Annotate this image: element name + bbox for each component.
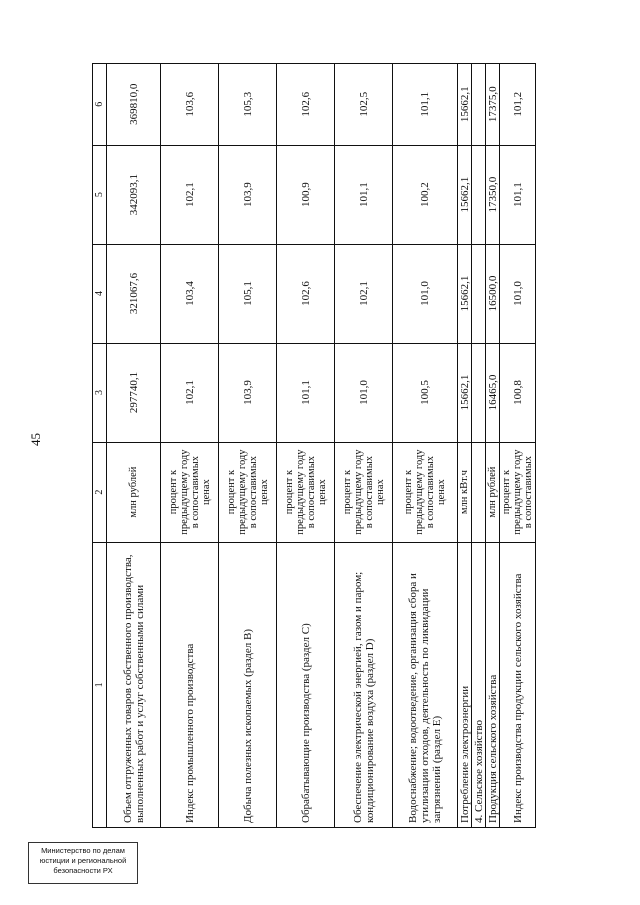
value-cell: 102,6 bbox=[277, 64, 335, 146]
value-cell: 16500,0 bbox=[486, 244, 500, 343]
value-cell: 102,1 bbox=[335, 244, 393, 343]
unit-cell: процент к предыдущему году в сопоставимых ценах bbox=[393, 442, 458, 542]
unit-cell: млн кВт.ч bbox=[458, 442, 472, 542]
section-title: 4. Сельское хозяйство bbox=[472, 542, 486, 827]
table-row bbox=[161, 64, 219, 828]
value-cell: 101,1 bbox=[393, 64, 458, 146]
value-cell: 101,1 bbox=[500, 145, 536, 244]
indicator-label: Продукция сельского хозяйства bbox=[486, 542, 500, 827]
unit-cell: процент к предыдущему году в сопоставимых ценах bbox=[161, 442, 219, 542]
empty-cell bbox=[472, 442, 486, 542]
value-cell: 101,0 bbox=[500, 244, 536, 343]
empty-cell bbox=[472, 244, 486, 343]
value-cell: 102,1 bbox=[161, 343, 219, 442]
value-cell: 105,3 bbox=[219, 64, 277, 146]
stamp-line-2: юстиции и региональной bbox=[39, 856, 127, 865]
header-cell: 1 bbox=[93, 542, 107, 827]
value-cell: 369810,0 bbox=[107, 64, 161, 146]
value-cell: 102,1 bbox=[161, 145, 219, 244]
value-cell: 101,1 bbox=[277, 343, 335, 442]
value-cell: 15662,1 bbox=[458, 64, 472, 146]
value-cell: 297740,1 bbox=[107, 343, 161, 442]
value-cell: 16465,0 bbox=[486, 343, 500, 442]
value-cell: 100,5 bbox=[393, 343, 458, 442]
table-row bbox=[393, 64, 458, 828]
value-cell: 102,5 bbox=[335, 64, 393, 146]
unit-cell: млн рублей bbox=[107, 442, 161, 542]
rotated-table-frame bbox=[92, 63, 534, 828]
unit-cell: процент к предыдущему году в сопоставимых bbox=[500, 442, 536, 542]
header-cell: 4 bbox=[93, 244, 107, 343]
header-cell: 5 bbox=[93, 145, 107, 244]
value-cell: 15662,1 bbox=[458, 145, 472, 244]
value-cell: 15662,1 bbox=[458, 343, 472, 442]
value-cell: 100,2 bbox=[393, 145, 458, 244]
value-cell: 102,6 bbox=[277, 244, 335, 343]
stamp-line-1: Министерство по делам bbox=[41, 846, 125, 855]
empty-cell bbox=[472, 145, 486, 244]
section-title-row bbox=[472, 64, 486, 828]
value-cell: 342093,1 bbox=[107, 145, 161, 244]
header-cell: 3 bbox=[93, 343, 107, 442]
table-row bbox=[458, 64, 472, 828]
table-row bbox=[486, 64, 500, 828]
indicator-label: Индекс промышленного производства bbox=[161, 542, 219, 827]
table-row bbox=[107, 64, 161, 828]
table-row bbox=[219, 64, 277, 828]
unit-cell: процент к предыдущему году в сопоставимых ценах bbox=[335, 442, 393, 542]
indicator-label: Объем отгруженных товаров собственного производства, выполненных работ и услуг собственными силами bbox=[107, 542, 161, 827]
value-cell: 101,0 bbox=[393, 244, 458, 343]
header-cell: 2 bbox=[93, 442, 107, 542]
value-cell: 101,1 bbox=[335, 145, 393, 244]
table-header-row bbox=[93, 64, 107, 828]
ministry-stamp bbox=[28, 842, 138, 884]
value-cell: 105,1 bbox=[219, 244, 277, 343]
value-cell: 103,4 bbox=[161, 244, 219, 343]
unit-cell: процент к предыдущему году в сопоставимых ценах bbox=[277, 442, 335, 542]
empty-cell bbox=[472, 64, 486, 146]
unit-cell: млн рублей bbox=[486, 442, 500, 542]
value-cell: 100,8 bbox=[500, 343, 536, 442]
table-row bbox=[277, 64, 335, 828]
indicator-label: Обеспечение электрической энергией, газом и паром; кондиционирование воздуха (раздел D) bbox=[335, 542, 393, 827]
indicator-label: Водоснабжение; водоотведение, организация сбора и утилизации отходов, деятельность по ликвидации загрязнений (раздел E) bbox=[393, 542, 458, 827]
header-cell: 6 bbox=[93, 64, 107, 146]
table-row bbox=[335, 64, 393, 828]
indicator-label: Обрабатывающие производства (раздел C) bbox=[277, 542, 335, 827]
unit-cell: процент к предыдущему году в сопоставимых ценах bbox=[219, 442, 277, 542]
value-cell: 101,0 bbox=[335, 343, 393, 442]
value-cell: 15662,1 bbox=[458, 244, 472, 343]
value-cell: 101,2 bbox=[500, 64, 536, 146]
value-cell: 321067,6 bbox=[107, 244, 161, 343]
value-cell: 17350,0 bbox=[486, 145, 500, 244]
stamp-line-3: безопасности РХ bbox=[53, 866, 113, 875]
page-number: 45 bbox=[28, 433, 43, 446]
indicator-table bbox=[92, 63, 536, 828]
indicator-label: Потребление электроэнергии bbox=[458, 542, 472, 827]
indicator-label: Индекс производства продукции сельского хозяйства bbox=[500, 542, 536, 827]
indicator-table-container bbox=[92, 63, 534, 828]
value-cell: 103,6 bbox=[161, 64, 219, 146]
value-cell: 103,9 bbox=[219, 145, 277, 244]
value-cell: 103,9 bbox=[219, 343, 277, 442]
value-cell: 17375,0 bbox=[486, 64, 500, 146]
table-row bbox=[500, 64, 536, 828]
empty-cell bbox=[472, 343, 486, 442]
value-cell: 100,9 bbox=[277, 145, 335, 244]
indicator-label: Добыча полезных ископаемых (раздел B) bbox=[219, 542, 277, 827]
